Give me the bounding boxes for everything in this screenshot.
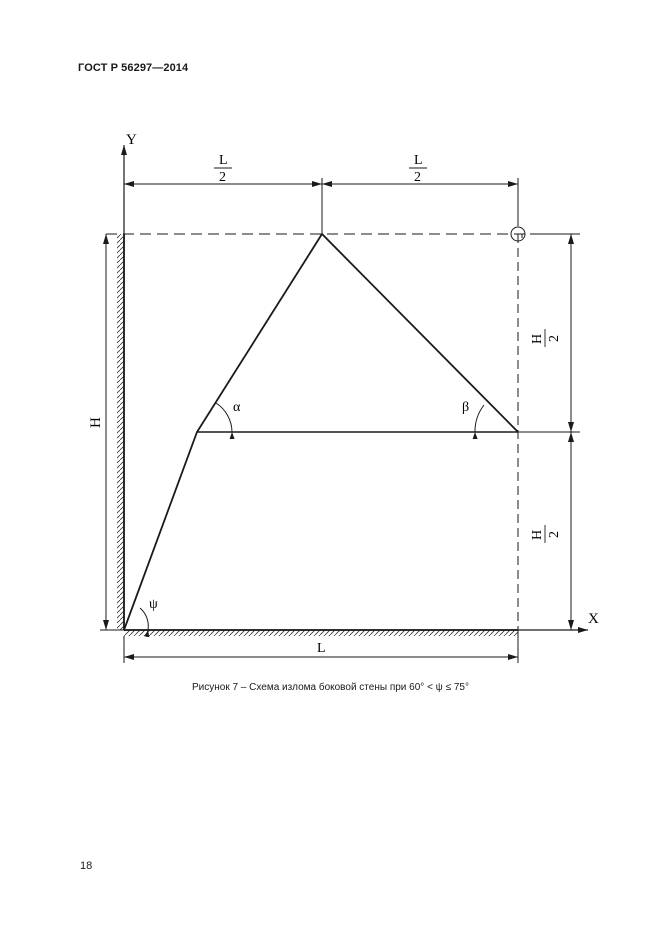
- half-height-bottom-numerator: H: [530, 529, 545, 540]
- y-axis-label: Y: [126, 132, 137, 148]
- wall-hatching: [117, 234, 124, 630]
- angle-beta-arc: [475, 405, 484, 432]
- length-label: L: [317, 641, 326, 656]
- half-length-right-denominator: 2: [414, 170, 421, 185]
- page-number: 18: [80, 860, 93, 872]
- angle-alpha-arc: [216, 403, 232, 432]
- half-length-right-numerator: L: [414, 153, 423, 168]
- half-height-bottom-denominator: 2: [547, 531, 562, 538]
- half-height-top-numerator: H: [530, 333, 545, 344]
- half-length-left-numerator: L: [219, 153, 228, 168]
- half-height-top-denominator: 2: [547, 335, 562, 342]
- figure-caption: Рисунок 7 – Схема излома боковой стены при 60° < ψ ≤ 75°: [192, 682, 469, 693]
- angle-alpha-label: α: [233, 400, 241, 415]
- angle-psi-label: ψ: [149, 597, 158, 612]
- angle-beta-label: β: [462, 400, 470, 415]
- x-axis-label: X: [588, 611, 599, 627]
- angle-psi-arc: [140, 608, 148, 630]
- corner-circle-mark: [518, 234, 522, 238]
- floor-hatching: [124, 630, 518, 636]
- document-header: ГОСТ Р 56297—2014: [78, 62, 189, 74]
- half-length-left-denominator: 2: [219, 170, 226, 185]
- height-label: H: [88, 417, 104, 428]
